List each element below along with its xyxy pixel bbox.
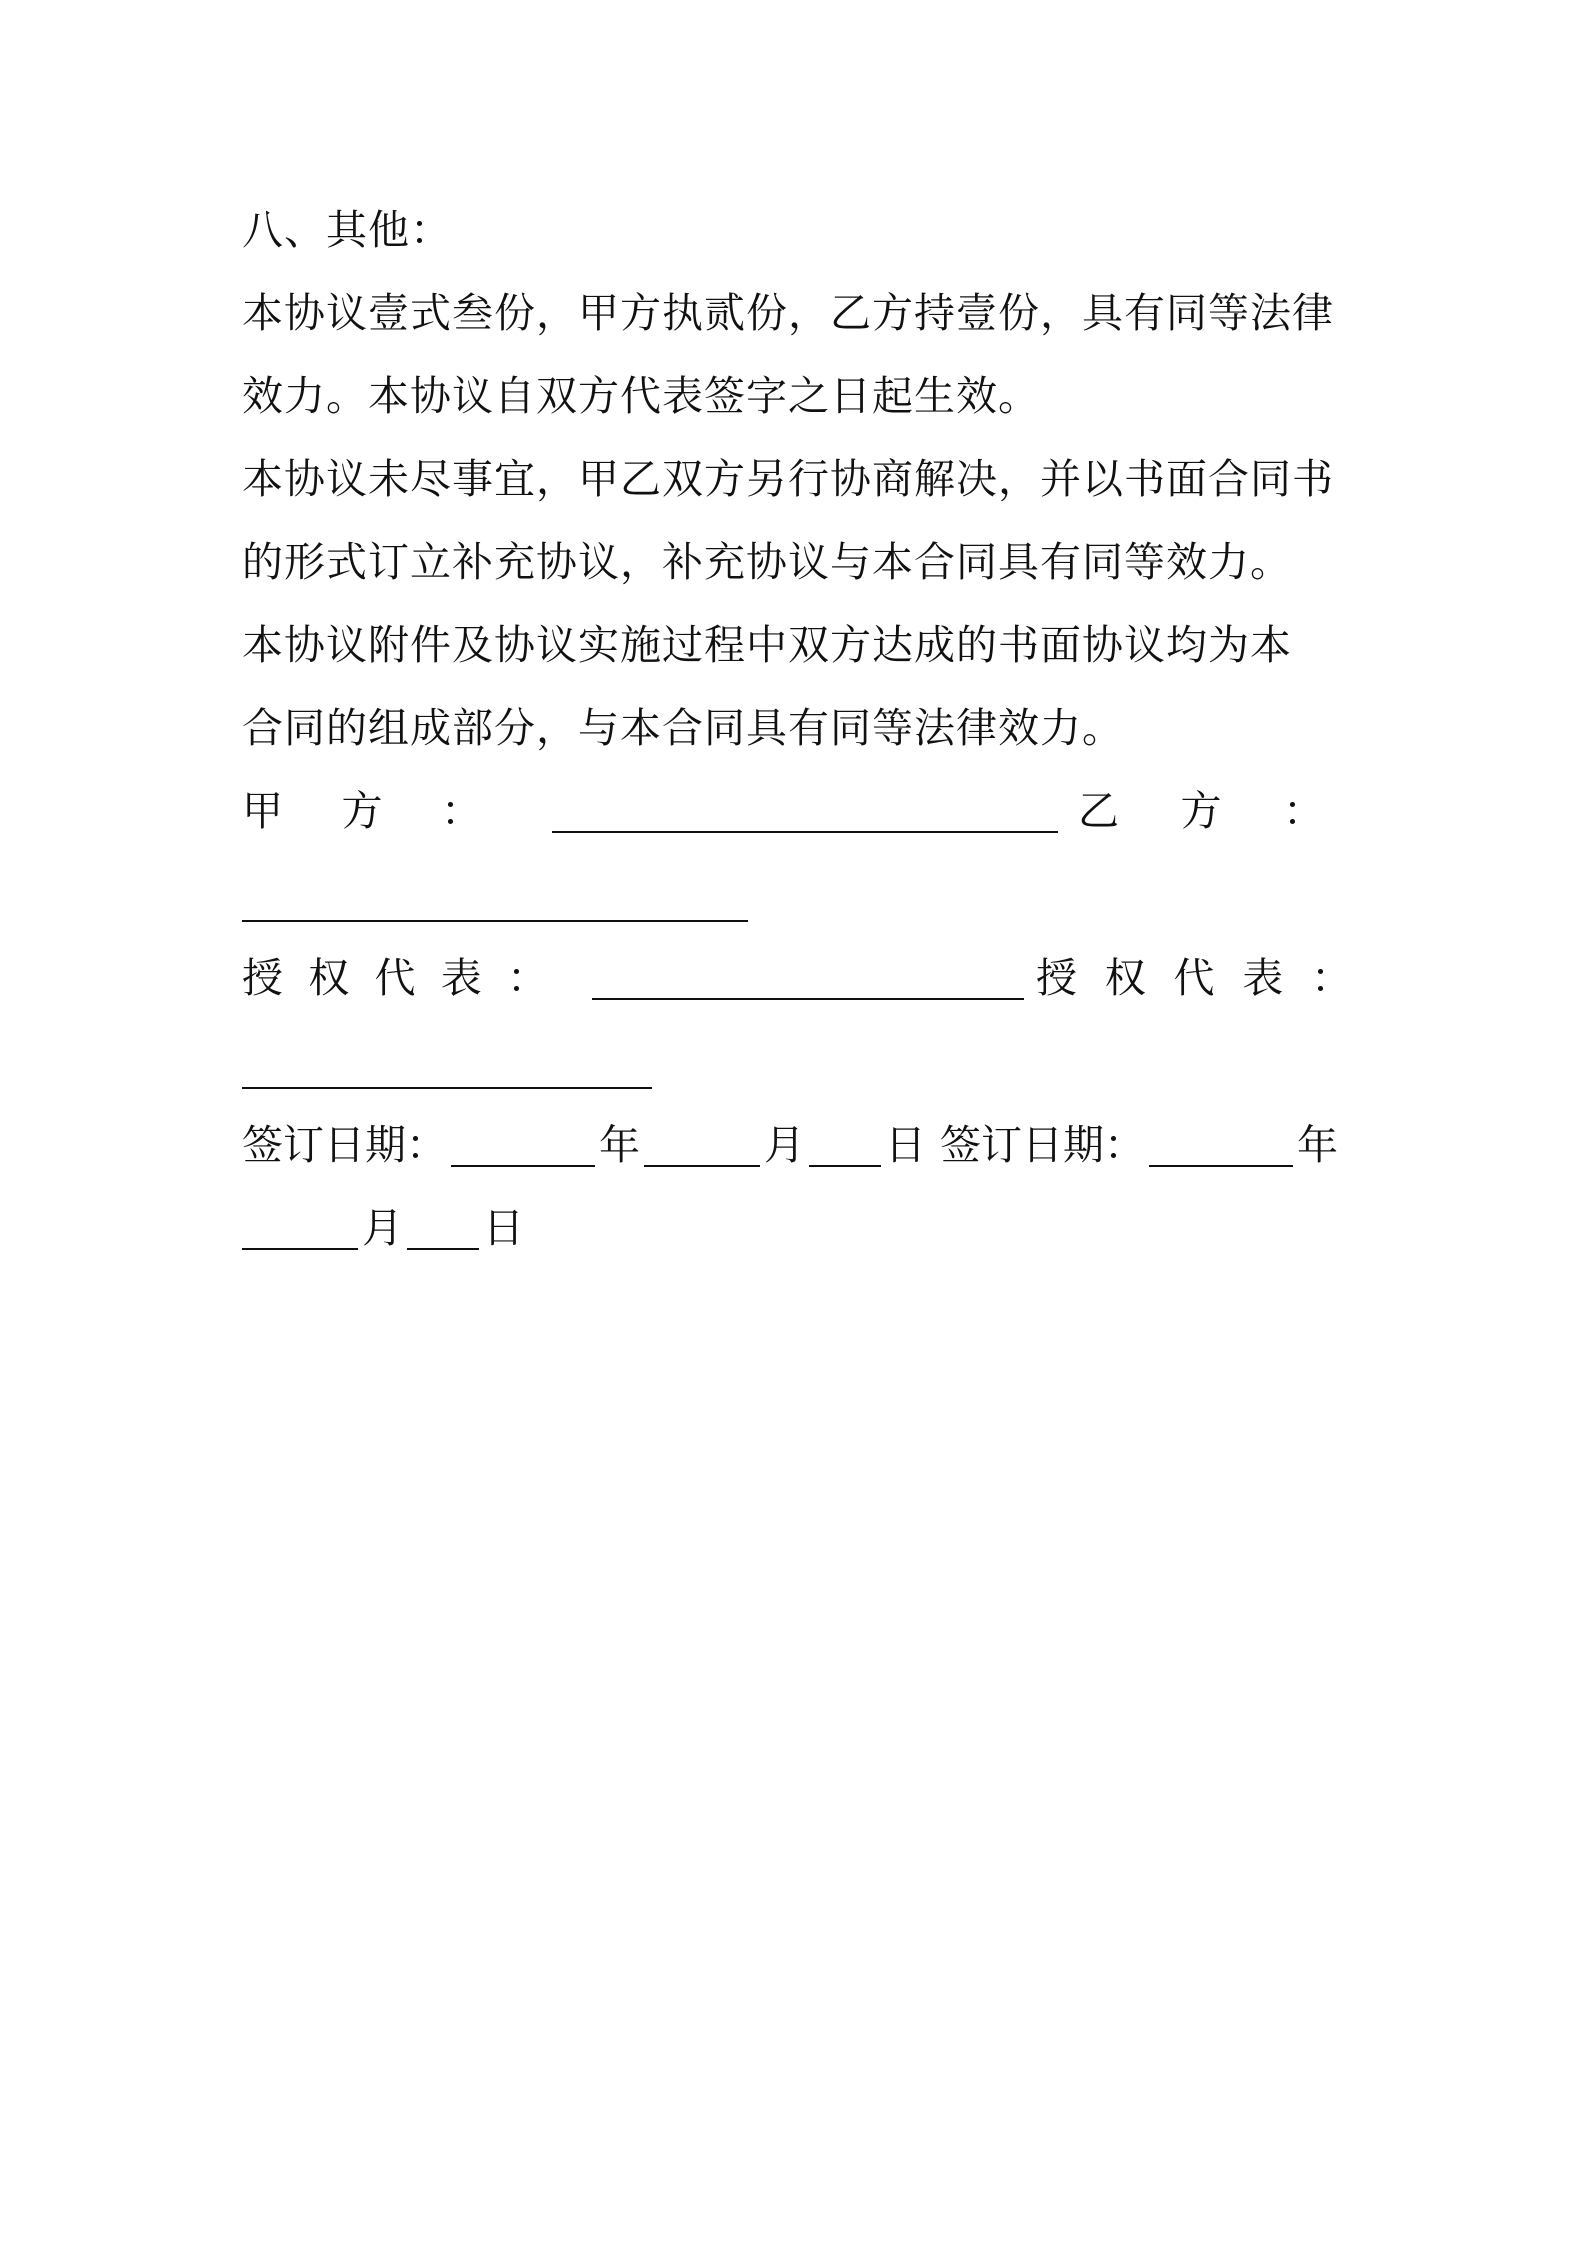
party-b-day-blank[interactable]: [407, 1208, 479, 1250]
representative-signature-row: [242, 950, 1352, 1006]
representative-b-char: 授: [1036, 954, 1077, 1002]
party-a-char: ：: [441, 787, 482, 835]
paragraph-copies-line-2: 效力。本协议自双方代表签字之日起生效。: [242, 372, 1040, 420]
party-a-month-blank[interactable]: [644, 1125, 760, 1167]
party-b-signature-blank[interactable]: [242, 918, 748, 922]
representative-a-char: 权: [308, 954, 350, 1002]
representative-b-label: [1036, 950, 1352, 1006]
party-b-month-blank[interactable]: [242, 1208, 358, 1250]
party-a-month-unit: 月: [764, 1121, 805, 1169]
representative-a-signature-blank[interactable]: [592, 958, 1024, 1000]
paragraph-supplement-line-1: 本协议未尽事宜，甲乙双方另行协商解决，并以书面合同书: [242, 455, 1334, 503]
party-a-year-unit: 年: [599, 1121, 640, 1169]
party-b-label: [1078, 783, 1324, 839]
paragraph-attachments-line-1: 本协议附件及协议实施过程中双方达成的书面协议均为本: [242, 621, 1292, 669]
section-heading: 八、其他：: [242, 206, 452, 254]
party-b-year-unit: 年: [1297, 1121, 1338, 1169]
paragraph-supplement-line-2: 的形式订立补充协议，补充协议与本合同具有同等效力。: [242, 538, 1292, 586]
representative-b-char: ：: [1311, 954, 1352, 1002]
party-signature-row: [242, 783, 1352, 839]
representative-b-char: 表: [1242, 954, 1284, 1002]
party-a-day-blank[interactable]: [809, 1125, 881, 1167]
representative-a-char: ：: [507, 954, 548, 1002]
representative-b-char: 代: [1173, 954, 1215, 1002]
party-a-char: 甲: [242, 787, 283, 835]
party-b-month-unit: 月: [362, 1204, 403, 1252]
representative-b-signature-blank[interactable]: [242, 1085, 652, 1089]
representative-a-label: [242, 950, 548, 1006]
party-a-year-blank[interactable]: [451, 1125, 595, 1167]
representative-a-char: 授: [242, 954, 283, 1002]
party-a-date-label: 签订日期：: [242, 1121, 447, 1169]
paragraph-copies-line-1: 本协议壹式叁份，甲方执贰份，乙方持壹份，具有同等法律: [242, 289, 1334, 337]
representative-a-char: 表: [440, 954, 482, 1002]
signing-date-row: [242, 1117, 1352, 1173]
representative-a-char: 代: [374, 954, 416, 1002]
party-a-char: 方: [341, 787, 383, 835]
party-b-char: ：: [1283, 787, 1324, 835]
party-a-label: [242, 783, 482, 839]
party-b-day-unit: 日: [483, 1204, 524, 1252]
representative-b-char: 权: [1104, 954, 1146, 1002]
paragraph-attachments-line-2: 合同的组成部分，与本合同具有同等法律效力。: [242, 704, 1124, 752]
party-b-date-label: 签订日期：: [940, 1121, 1145, 1169]
party-a-signature-blank[interactable]: [552, 791, 1058, 833]
party-b-char: 乙: [1078, 787, 1119, 835]
party-b-year-blank[interactable]: [1149, 1125, 1293, 1167]
party-b-char: 方: [1180, 787, 1222, 835]
party-a-day-unit: 日: [885, 1121, 926, 1169]
signing-date-continuation: [242, 1200, 524, 1256]
